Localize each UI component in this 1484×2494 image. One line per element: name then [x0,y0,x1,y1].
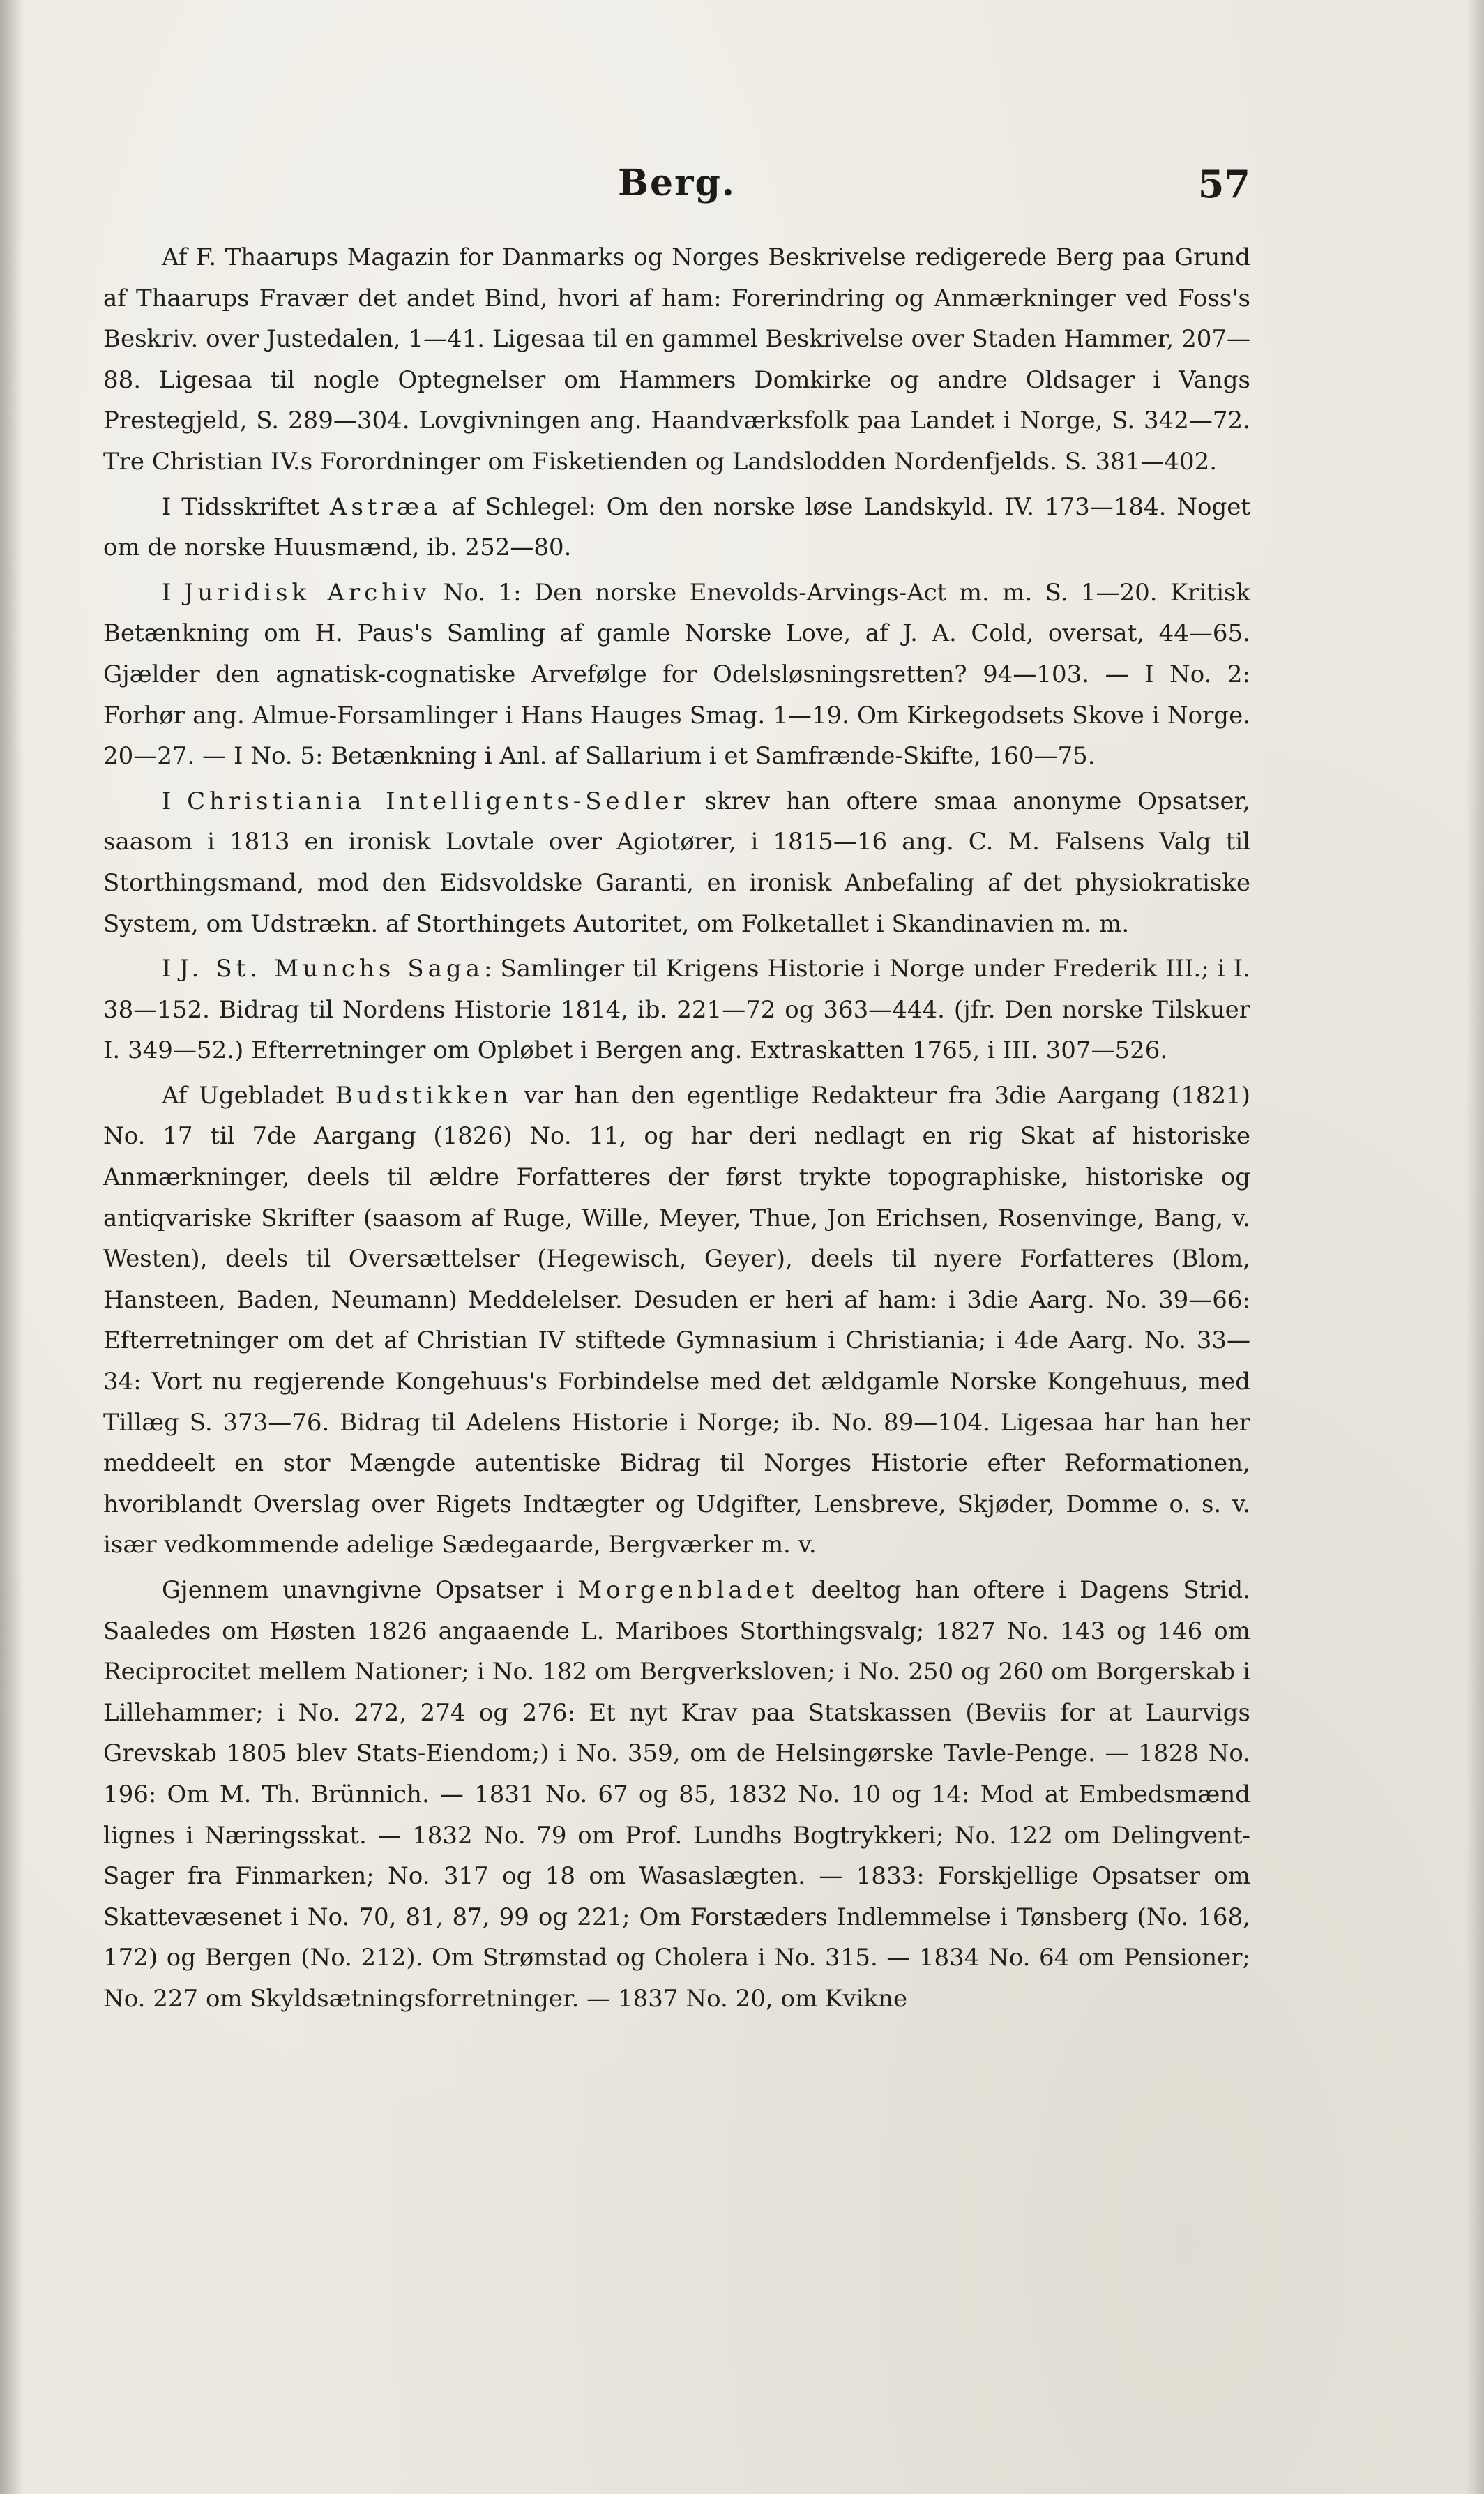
running-head: Berg. [618,162,736,204]
paragraph-astraea [103,487,1250,568]
paragraph-munchs-saga [103,949,1250,1071]
paragraph-thaarup-magazin [103,237,1250,483]
page-header [103,162,1250,218]
paragraph-text: af Schlegel: Om den norske løse Landskyld. IV. 173—184. Noget om de norske Huusmænd, ib. 252—80. [103,492,1250,562]
publication-title: Juridisk Archiv [183,578,431,607]
page-edge-shadow-right [1466,0,1484,2494]
paragraph-lead: I [162,578,184,607]
paragraph-text: : Samlinger til Krigens Historie i Norge under Frederik III.; i I. 38—152. Bidrag til Nordens Historie 1814, ib. 221—72 og 363—444. (jfr. Den norske Tilskuer I. 349—52.) Efterretninger om Opløbet i Bergen ang. Extraskatten 1765, i III. 307—526. [103,955,1250,1065]
page-edge-shadow-left [0,0,24,2494]
paragraph-lead: Af Ugebladet [162,1081,335,1110]
paragraph-lead: Gjennem unavngivne Opsatser i [162,1576,578,1604]
paragraph-lead: I Tidsskriftet [162,492,330,521]
paragraph-text: deeltog han oftere i Dagens Strid. Saaledes om Høsten 1826 angaaende L. Mariboes Storthingsvalg; 1827 No. 143 og 146 om Reciprocitet mellem Nationer; i No. 182 om Bergverksloven; i No. 250 og 260 om Borgerskab i Lillehammer; i No. 272, 274 og 276: Et nyt Krav paa Statskassen (Beviis for at Laurvigs Grevskab 1805 blev Stats-Eiendom;) i No. 359, om de Helsingørske Tavle-Penge. — 1828 No. 196: Om M. Th. Brünnich. — 1831 No. 67 og 85, 1832 No. 10 og 14: Mod at Embedsmænd lignes i Næringsskat. — 1832 No. 79 om Prof. Lundhs Bogtrykkeri; No. 122 om Delingvent-Sager fra Finmarken; No. 317 og 18 om Wasaslægten. — 1833: Forskjellige Opsatser om Skattevæsenet i No. 70, 81, 87, 99 og 221; Om Forstæders Indlemmelse i Tønsberg (No. 168, 172) og Bergen (No. 212). Om Strømstad og Cholera i No. 315. — 1834 No. 64 om Pensioner; No. 227 om Skyldsætningsforretninger. — 1837 No. 20, om Kvikne [103,1576,1250,2013]
publication-title: Astræa [329,492,442,521]
paragraph-text: var han den egentlige Redakteur fra 3die Aargang (1821) No. 17 til 7de Aargang (1826) No. 11, og har deri nedlagt en rig Skat af historiske Anmærkninger, deels til ældre Forfatteres der først trykte topographiske, historiske og antiqvariske Skrifter (saasom af Ruge, Wille, Meyer, Thue, Jon Erichsen, Rosenvinge, Bang, v. Westen), deels til Oversættelser (Hegewisch, Geyer), deels til nyere Forfatteres (Blom, Hansteen, Baden, Neumann) Meddelelser. Desuden er heri af ham: i 3die Aarg. No. 39—66: Efterretninger om det af Christian IV stiftede Gymnasium i Christiania; i 4de Aarg. No. 33—34: Vort nu regjerende Kongehuus's Forbindelse med det ældgamle Norske Kongehuus, med Tillæg S. 373—76. Bidrag til Adelens Historie i Norge; ib. No. 89—104. Ligesaa har han her meddeelt en stor Mængde autentiske Bidrag til Norges Historie efter Reformationen, hvoriblandt Overslag over Rigets Indtægter og Udgifter, Lensbreve, Skjøder, Domme o. s. v. især vedkommende adelige Sædegaarde, Bergværker m. v. [103,1081,1250,1559]
paragraph-lead: I [162,955,180,983]
paragraph-morgenbladet [103,1570,1250,2020]
publication-title: Christiania Intelligents-Sedler [187,787,689,815]
publication-title: Budstikken [335,1081,513,1110]
publication-title: Morgenbladet [577,1576,798,1604]
paragraph-text: Af F. Thaarups Magazin for Danmarks og Norges Beskrivelse redigerede Berg paa Grund af Thaarups Fravær det andet Bind, hvori af ham: Forerindring og Anmærkninger ved Foss's Beskriv. over Justedalen, 1—41. Ligesaa til en gammel Beskrivelse over Staden Hammer, 207—88. Ligesaa til nogle Optegnelser om Hammers Domkirke og andre Oldsager i Vangs Prestegjeld, S. 289—304. Lovgivningen ang. Haandværksfolk paa Landet i Norge, S. 342—72. Tre Christian IV.s Forordninger om Fisketienden og Landslodden Nordenfjelds. S. 381—402. [103,243,1250,476]
paragraph-juridisk-archiv [103,573,1250,777]
paragraph-intelligents-sedler [103,781,1250,944]
page-number: 57 [1197,162,1250,206]
paragraph-text: skrev han oftere smaa anonyme Opsatser, saasom i 1813 en ironisk Lovtale over Agiotører, i 1815—16 ang. C. M. Falsens Valg til Storthingsmand, mod den Eidsvoldske Garanti, en ironisk Anbefaling af det physiokratiske System, om Udstrækn. af Storthingets Autoritet, om Folketallet i Skandinavien m. m. [103,787,1250,938]
publication-title: J. St. Munchs Saga [179,955,484,983]
paragraph-budstikken [103,1075,1250,1566]
paragraph-text: No. 1: Den norske Enevolds-Arvings-Act m. m. S. 1—20. Kritisk Betænkning om H. Paus's Samling af gamle Norske Love, af J. A. Cold, oversat, 44—65. Gjælder den agnatisk-cognatiske Arvefølge for Odelsløsningsretten? 94—103. — I No. 2: Forhør ang. Almue-Forsamlinger i Hans Hauges Smag. 1—19. Om Kirkegodsets Skove i Norge. 20—27. — I No. 5: Betænkning i Anl. af Sallarium i et Samfrænde-Skifte, 160—75. [103,578,1250,771]
paragraph-lead: I [162,787,188,815]
body-text [103,237,1250,2020]
